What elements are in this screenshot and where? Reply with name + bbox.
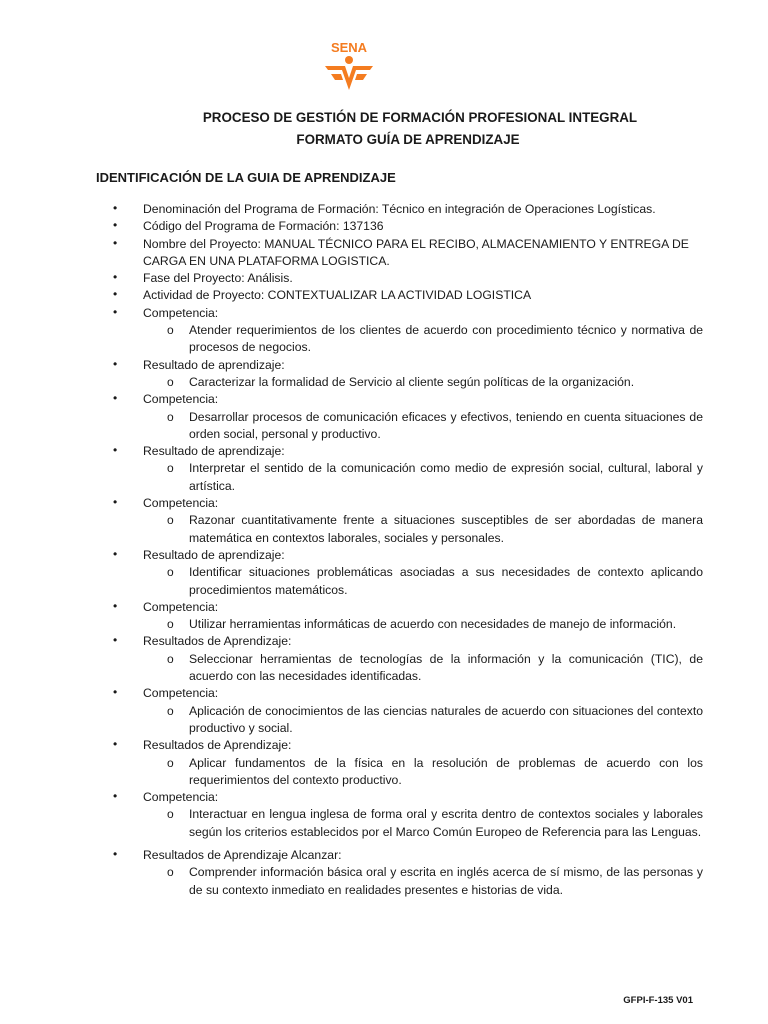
sub-list-item [113, 374, 703, 391]
open-bullet-icon: o [167, 865, 174, 880]
open-bullet-icon: o [167, 651, 174, 666]
sub-list-item-text: Aplicación de conocimientos de las ciencias naturales de acuerdo con situaciones del contexto productivo y social. [189, 703, 703, 735]
open-bullet-icon: o [167, 755, 174, 770]
open-bullet-icon: o [167, 807, 174, 822]
list-item [113, 270, 703, 287]
open-bullet-icon: o [167, 703, 174, 718]
open-bullet-icon: o [167, 461, 174, 476]
open-bullet-icon: o [167, 374, 174, 389]
bullet-icon: • [113, 270, 118, 285]
list-item [113, 357, 703, 374]
bullet-icon: • [113, 218, 118, 233]
list-item [113, 201, 703, 218]
list-item-text: Competencia: [143, 496, 219, 511]
list-item [113, 847, 703, 864]
list-item-text: Competencia: [143, 599, 219, 614]
list-item-text: Resultado de aprendizaje: [143, 547, 285, 562]
sub-list-item [113, 755, 703, 790]
bullet-icon: • [113, 304, 118, 319]
list-item [113, 443, 703, 460]
list-item-text: Resultado de aprendizaje: [143, 357, 285, 372]
bullet-icon: • [113, 356, 118, 371]
sub-list-item-text: Caracterizar la formalidad de Servicio al cliente según políticas de la organización. [189, 374, 635, 389]
bullet-icon: • [113, 685, 118, 700]
bullet-icon: • [113, 201, 118, 215]
logo-text: SENA [330, 40, 368, 55]
list-item-text: Fase del Proyecto: Análisis. [143, 271, 293, 286]
sub-list-item [113, 864, 703, 899]
list-item [113, 218, 703, 235]
bullet-icon: • [113, 443, 118, 458]
list-item-text: Denominación del Programa de Formación: Técnico en integración de Operaciones Logísticas. [143, 202, 656, 216]
list-item-text: Resultados de Aprendizaje Alcanzar: [143, 847, 342, 862]
bullet-icon: • [113, 546, 118, 561]
list-item-text: Resultados de Aprendizaje: [143, 738, 292, 753]
sub-list-item [113, 651, 703, 686]
bullet-icon: • [113, 391, 118, 406]
list-item-text: Competencia: [143, 686, 219, 701]
list-item-text: Competencia: [143, 305, 219, 320]
sub-list-item-text: Interpretar el sentido de la comunicación como medio de expresión social, cultural, laboral y artística. [189, 461, 703, 493]
list-item [113, 305, 703, 322]
bullet-icon: • [113, 737, 118, 752]
list-item [113, 236, 703, 271]
bullet-icon: • [113, 235, 118, 250]
document-header [0, 107, 768, 151]
sub-list-item [113, 409, 703, 444]
list-item-text: Competencia: [143, 790, 219, 805]
document-code: GFPI-F-135 V01 [623, 995, 693, 1006]
bullet-icon: • [113, 287, 118, 302]
sub-list-item [113, 322, 703, 357]
list-item-text: Competencia: [143, 392, 219, 407]
open-bullet-icon: o [167, 513, 174, 528]
sena-logo [321, 40, 377, 90]
sub-list-item-text: Desarrollar procesos de comunicación eficaces y efectivos, teniendo en cuenta situaciones de orden social, personal y productivo. [189, 409, 703, 441]
sub-list-item [113, 616, 703, 633]
list-item-text: Nombre del Proyecto: MANUAL TÉCNICO PARA EL RECIBO, ALMACENAMIENTO Y ENTREGA DE CARGA EN UNA PLATAFORMA LOGISTICA. [143, 236, 689, 268]
open-bullet-icon: o [167, 617, 174, 632]
list-item-text: Resultados de Aprendizaje: [143, 634, 292, 649]
sub-list-item-text: Razonar cuantitativamente frente a situaciones susceptibles de ser abordadas de manera matemática en contextos laborales, sociales y personales. [189, 513, 703, 545]
open-bullet-icon: o [167, 323, 174, 338]
header-process-title: PROCESO DE GESTIÓN DE FORMACIÓN PROFESIONAL INTEGRAL [202, 110, 638, 125]
list-item [113, 495, 703, 512]
list-item [113, 685, 703, 702]
list-item [113, 633, 703, 650]
list-item [113, 789, 703, 806]
sub-list-item-text: Seleccionar herramientas de tecnologías de la información y la comunicación (TIC), de acuerdo con las necesidades identificadas. [189, 651, 703, 684]
list-item [113, 737, 703, 754]
sub-list-item [113, 512, 703, 547]
header-format-title: FORMATO GUÍA DE APRENDIZAJE [296, 132, 520, 147]
list-item-text: Código del Programa de Formación: 137136 [143, 219, 384, 234]
sub-list-item [113, 460, 703, 495]
list-item-text: Actividad de Proyecto: CONTEXTUALIZAR LA ACTIVIDAD LOGISTICA [143, 288, 532, 303]
sub-list-item-text: Identificar situaciones problemáticas asociadas a sus necesidades de contexto aplicando procedimientos matemáticos. [189, 565, 703, 597]
open-bullet-icon: o [167, 565, 174, 580]
bullet-icon: • [113, 495, 118, 510]
section-title: IDENTIFICACIÓN DE LA GUIA DE APRENDIZAJE [96, 170, 396, 185]
list-item [113, 599, 703, 616]
identification-list [113, 201, 703, 899]
sub-list-item-text: Aplicar fundamentos de la física en la resolución de problemas de acuerdo con los requerimientos del contexto productivo. [189, 755, 703, 787]
sub-list-item-text: Atender requerimientos de los clientes de acuerdo con procedimiento técnico y normativa de procesos de negocios. [189, 323, 703, 355]
sub-list-item [113, 564, 703, 599]
open-bullet-icon: o [167, 409, 174, 424]
list-item [113, 391, 703, 408]
sub-list-item [113, 806, 703, 841]
sub-list-item-text: Interactuar en lengua inglesa de forma oral y escrita dentro de contextos sociales y laborales según los criterios establecidos por el Marco Común Europeo de Referencia para las Lenguas. [189, 807, 703, 839]
sub-list-item [113, 703, 703, 738]
list-item [113, 287, 703, 304]
sub-list-item-text: Comprender información básica oral y escrita en inglés acerca de sí mismo, de las personas y de su contexto inmediato en realidades presentes e historias de vida. [189, 865, 703, 897]
sub-list-item-text: Utilizar herramientas informáticas de acuerdo con necesidades de manejo de información. [189, 617, 677, 632]
bullet-icon: • [113, 633, 118, 648]
list-item-text: Resultado de aprendizaje: [143, 444, 285, 459]
bullet-icon: • [113, 846, 118, 861]
bullet-icon: • [113, 598, 118, 613]
list-item [113, 547, 703, 564]
bullet-icon: • [113, 789, 118, 804]
